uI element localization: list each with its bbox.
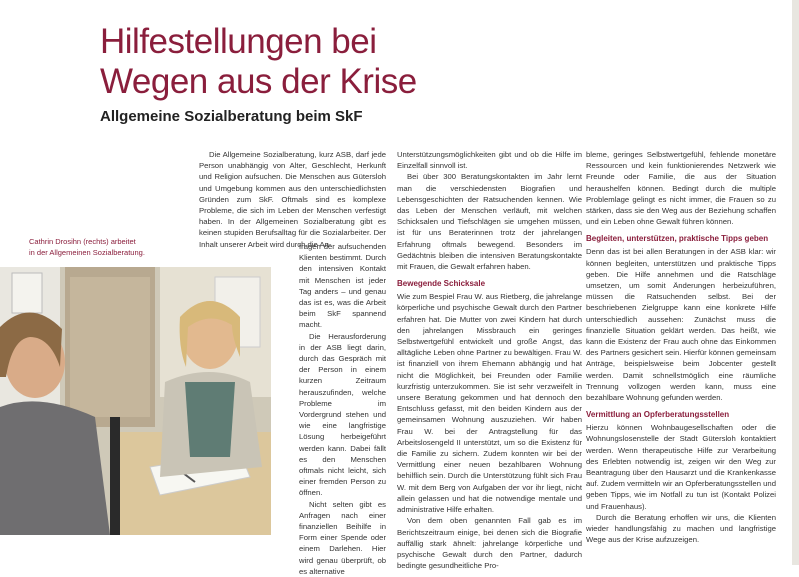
title-line-2: Wegen aus der Krise xyxy=(100,62,417,101)
photo-illustration xyxy=(0,267,271,535)
col3-paragraph-2: Denn das ist bei allen Beratungen in der ASB klar: wir können begleiten, unterstützen und praktische Tipps geben. Die Hilfe annehmen und die Ratschläge umsetzen, um somit Änderungen herbeizuführen, müssen die Ratsuchenden selbst. Bei der beschriebenen Zielgruppe kann eine konkrete Hilfe unterschiedlich aussehen: Zunächst muss die finanzielle Situation geklärt werden. Das heißt, wie kann die Existenz der Frau auch ohne das Einkommen des Partners gesichert sein. Hierfür können gemeinsam Anträge, beispielsweise beim Jobcenter gestellt werden. Damit schnellstmöglich eine räumliche Trennung vollzogen werden kann, muss eine bezahlbare Wohnung gefunden werden. xyxy=(586,247,776,403)
col1-paragraph-2: Die Herausforderung in der ASB liegt darin, durch das Gespräch mit der Person in einem kurzen Zeitraum herauszufinden, welche Probleme im Vordergrund stehen und wie eine langfristige Lösung herbeigeführt werden kann. Dabei fällt es den Menschen oftmals nicht leicht, sich einer fremden Person zu öffnen. xyxy=(299,331,386,498)
column-1-top xyxy=(199,149,386,250)
article-title xyxy=(100,22,520,102)
title-line-1: Hilfestellungen bei xyxy=(100,22,377,61)
article-subtitle: Allgemeine Sozialberatung beim SkF xyxy=(100,108,363,125)
page-edge xyxy=(792,0,799,565)
col1-paragraph-3: Nicht selten gibt es Anfragen nach einer finanziellen Beihilfe in Form einer Spende oder einem Darlehen. Hier wird genau überprüft, ob es alternative xyxy=(299,499,386,576)
photo-caption xyxy=(29,236,179,258)
caption-line-2: in der Allgemeinen Sozialberatung. xyxy=(29,248,145,257)
caption-line-1: Cathrin Drosihn (rechts) arbeitet xyxy=(29,237,136,246)
col3-heading-1: Begleiten, unterstützen, praktische Tipps geben xyxy=(586,234,769,244)
col1-paragraph-1: fragen der aufsuchenden Klienten bestimmt. Durch den intensiven Kontakt mit Menschen ist jeder Tag anders – und genau das ist es, was die Arbeit beim SkF spannend macht. xyxy=(299,242,386,330)
col2-paragraph-3: Wie zum Bespiel Frau W. aus Rietberg, die jahrelange körperliche und psychische Gewalt durch den Partner erfahren hat. Die Mutter von zwei Kindern hat durch den jahrelangen Missbrauch ein geringes Selbstwertgefühl entwickelt und große Angst, das alltägliche Leben ohne Partner zu bewältigen. Frau W. ist finanziell von ihrem Ehemann abhängig und hat nicht die Möglichkeit, bei Freunden oder Familie kurzfristig unterzukommen. Sie ist sehr verzweifelt in unsere Beratung gekommen und hat dennoch den Entschluss gefasst, mit den beiden Kindern aus der gemeinsamen Wohnung auszuziehen. Wir haben Frau W. bei der Antragstellung für das Arbeitslosengeld II unterstützt, um so die Existenz für die Familie zu sichern. Zudem konnten wir bei der Vermittlung einer neuen bezahlbaren Wohnung behilflich sein. Durch die Unterstützung fühlt sich Frau W. mit dem Berg von Aufgaben der vor ihr liegt, nicht allein gelassen und hat die notwendige mentale und administrative Hilfe erhalten. xyxy=(397,292,582,515)
column-3 xyxy=(586,149,776,546)
col3-paragraph-3: Hierzu können Wohnbaugesellschaften oder die Wohnungslosenstelle der Stadt Gütersloh kontaktiert werden. Wenn therapeutische Hilfe zur Verarbeitung des Erlebten notwendig ist, zeigen wir den Weg zur Beantragung über den Hausarzt und die Krankenkasse auf. Zudem vermitteln wir an Opferberatungsstellen und geben Tipps, wie im Notfall zu tun ist (Kontakt Polizei und Frauenhaus). xyxy=(586,423,776,511)
col2-paragraph-4: Von dem oben genannten Fall gab es im Berichtszeitraum einige, bei denen sich die Biografie auffällig stark ähnelt: jahrelange körperliche und psychische Gewalt durch den Partner, dadurch bedingte gesundheitliche Pro- xyxy=(397,516,582,571)
col3-paragraph-4: Durch die Beratung erhoffen wir uns, die Klienten wieder handlungsfähig zu machen und langfristige Wege aus der Krise aufzuzeigen. xyxy=(586,512,776,545)
column-2 xyxy=(397,149,582,571)
col2-paragraph-2: Bei über 300 Beratungskontakten im Jahr lernt man die verschiedensten Biografien und Lebensgeschichten der Ratsuchenden kennen. Wie das Leben der Menschen verläuft, mit welchen Schicksalen und Tiefschlägen sie umgehen müssen, ist für uns Beraterinnen trotz der jahrelangen Erfahrung oftmals bewegend. Besonders im Gedächtnis bleiben die intensiven Beratungskontakte mit Frauen, die Gewalt erfahren haben. xyxy=(397,172,582,272)
col2-heading: Bewegende Schicksale xyxy=(397,279,486,289)
col1-paragraph-intro: Die Allgemeine Sozialberatung, kurz ASB, darf jede Person unabhängig von Alter, Geschlecht, Herkunft und Religion aufsuchen. Die Menschen aus Gütersloh und Umgebung kommen aus den unterschiedlichsten Gründen zum SkF. Oftmals sind es komplexe Probleme, die sich im Leben der Menschen verfestigt haben. In der Allgemeinen Sozialberatung gibt es keinen stupiden Berufsalltag für die Sozialarbeiter. Der Inhalt unserer Arbeit wird durch die An- xyxy=(199,150,386,249)
col2-paragraph-1: Unterstützungsmöglichkeiten gibt und ob die Hilfe im Einzelfall sinnvoll ist. xyxy=(397,150,582,171)
col3-paragraph-1: bleme, geringes Selbstwertgefühl, fehlende monetäre Ressourcen und kein funktionierendes Netzwerk wie Freunde oder Familie, die aus der Situation heraushelfen können. Bedingt durch die multiple Problemlage gelingt es nicht immer, die Frauen so zu stärken, dass sie den Weg aus der Beziehung schaffen und ein Leben ohne Gewalt führen können. xyxy=(586,150,776,227)
column-1-narrow xyxy=(299,241,386,577)
counselling-photo xyxy=(0,267,271,535)
col3-heading-2: Vermittlung an Opferberatungsstellen xyxy=(586,410,730,420)
